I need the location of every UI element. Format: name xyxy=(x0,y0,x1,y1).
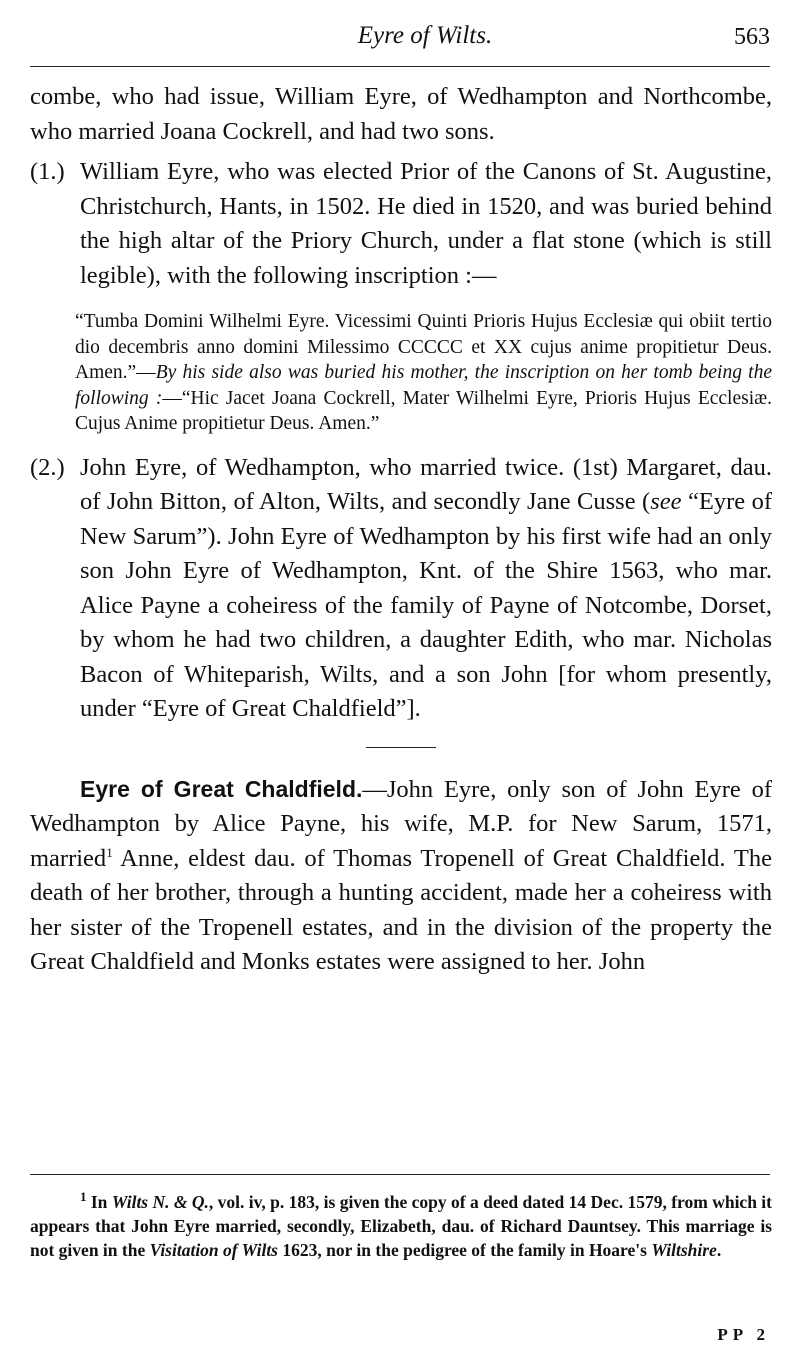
section-paragraph xyxy=(30,772,772,980)
list-item-1 xyxy=(30,155,772,293)
item-text-2a: John Eyre, of Wedhampton, who married twice. (1st) Margaret, dau. of John Bitton, of Alton, Wilts, and secondly Jane Cusse ( xyxy=(80,453,772,515)
item-text-1: William Eyre, who was elected Prior of the Canons of St. Augustine, Christchurch, Hants, in 1502. He died in 1520, and was buried behind the high altar of the Priory Church, under a flat stone (which is still legible), with the following inscription :— xyxy=(80,158,772,289)
header-rule xyxy=(30,66,770,67)
footnote-text-1: In xyxy=(86,1192,112,1212)
inscription-quote xyxy=(75,309,772,437)
opening-paragraph: combe, who had issue, William Eyre, of Wedhampton and Northcombe, who married Joana Cockrell, and had two sons. xyxy=(30,83,772,145)
page-number: 563 xyxy=(734,24,770,50)
section-text-a: —John Eyre, only son of John Eyre of Wedhampton by Alice Payne, his wife, M.P. for New Sarum, 1571, married xyxy=(30,775,772,872)
quote-italic: By his side also was buried his mother, the inscription on her tomb being the following : xyxy=(75,362,772,409)
footnote-marker: 1 xyxy=(106,844,113,860)
section-divider xyxy=(366,747,436,748)
item-text-2-see: see xyxy=(650,488,682,515)
footnote-number: 1 xyxy=(80,1189,87,1205)
footnote-rule xyxy=(30,1174,770,1175)
running-title: Eyre of Wilts. xyxy=(357,22,493,49)
signature-mark: PP 2 xyxy=(717,1325,770,1344)
footnote-italic-1: Wilts N. & Q. xyxy=(111,1192,209,1212)
quote-part-2: —“Hic Jacet Joana Cockrell, Mater Wilhelmi Eyre, Prioris Hujus Ecclesiæ. Cujus Anime propitietur Deus. Amen.” xyxy=(75,387,773,434)
footnote-text-4: . xyxy=(716,1240,722,1260)
quote-part-1: “Tumba Domini Wilhelmi Eyre. Vicessimi Quinti Prioris Hujus Ecclesiæ qui obiit tertio dio decembris anno domini Milessimo CCCCC et XX cujus anime propitietur Deus. Amen.”— xyxy=(75,311,772,383)
item-number-1: (1.) xyxy=(30,158,65,185)
footnote-text-2: , vol. iv, p. 183, is given the copy of a deed dated 14 Dec. 1579, from which it appears that John Eyre married, secondly, Elizabeth, dau. of Richard Dauntsey. This marriage is not given in the xyxy=(30,1192,772,1260)
body-text xyxy=(30,80,772,980)
list-item-2 xyxy=(30,451,772,727)
footnote xyxy=(30,1190,772,1262)
footnote-text-3: 1623, nor in the pedigree of the family in Hoare's xyxy=(278,1240,652,1260)
footnote-italic-3: Wiltshire xyxy=(651,1240,717,1260)
item-number-2: (2.) xyxy=(30,453,65,481)
footnote-italic-2: Visitation of Wilts xyxy=(149,1240,278,1260)
running-head xyxy=(30,22,770,56)
item-text-2b: “Eyre of New Sarum”). John Eyre of Wedhampton by his first wife had an only son John Eyre of Wedhampton, Knt. of the Shire 1563, who mar. Alice Payne a coheiress of the family of Payne of Notcombe, Dorset, by whom he had two children, a daughter Edith, who mar. Nicholas Bacon of Whiteparish, Wilts, and a son John [for whom presently, under “Eyre of Great Chaldfield”]. xyxy=(80,488,772,722)
section-text-b: Anne, eldest dau. of Thomas Tropenell of Great Chaldfield. The death of her brother, through a hunting accident, made her a coheiress with her sister of the Tropenell estates, and in the division of the property the Great Chaldfield and Monks estates were assigned to her. John xyxy=(30,844,772,975)
section-heading: Eyre of Great Chaldfield. xyxy=(80,775,363,802)
